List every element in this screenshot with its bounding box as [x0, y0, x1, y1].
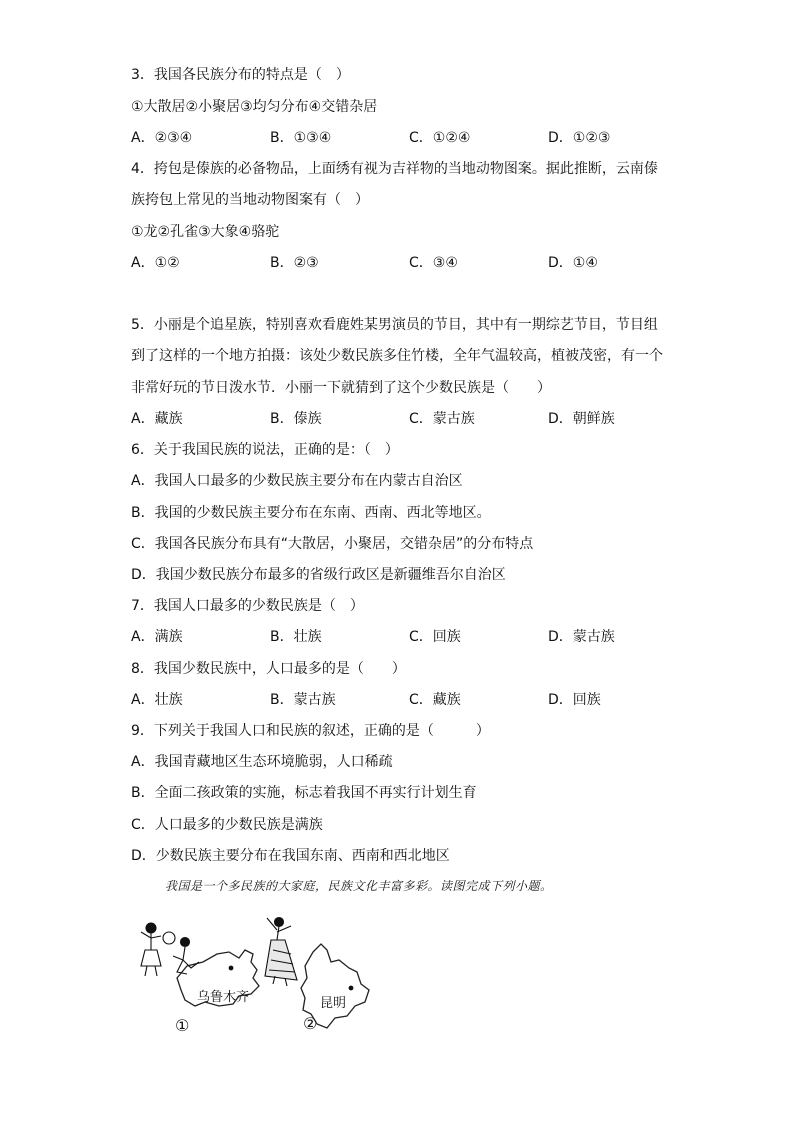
q4-option-d[interactable]: D．①④ [548, 255, 598, 271]
q5-option-a[interactable]: A．藏族 [131, 411, 183, 427]
q3-stem: 3．我国各民族分布的特点是（ ） [131, 67, 350, 83]
q5-options [131, 410, 691, 428]
q9-option-b[interactable]: B．全面二孩政策的实施，标志着我国不再实行计划生育 [131, 785, 477, 801]
q9-stem: 9．下列关于我国人口和民族的叙述，正确的是（ ） [131, 723, 490, 739]
q9-option-a[interactable]: A．我国青藏地区生态环境脆弱，人口稀疏 [131, 754, 393, 770]
q8-option-d[interactable]: D．回族 [548, 692, 601, 708]
uyghur-dancers-icon [141, 923, 199, 976]
q8-stem: 8．我国少数民族中，人口最多的是（ ） [131, 661, 406, 677]
q8-options [131, 691, 691, 709]
q4-options [131, 254, 691, 272]
q4-items: ①龙②孔雀③大象④骆驼 [131, 224, 280, 240]
q6-option-c[interactable]: C．我国各民族分布具有“大散居，小聚居，交错杂居”的分布特点 [131, 536, 534, 552]
q5-stem-line-1: 5．小丽是个追星族，特别喜欢看鹿姓某男演员的节目，其中有一期综艺节目，节目组 [131, 317, 658, 333]
q5-stem-line-2: 到了这样的一个地方拍摄：该处少数民族多住竹楼，全年气温较高，植被茂密，有一个 [131, 348, 663, 364]
kunming-dot [349, 986, 354, 991]
q6-stem: 6．关于我国民族的说法，正确的是：（ ） [131, 442, 399, 458]
q3-options [131, 129, 691, 147]
q7-options [131, 628, 691, 646]
q9-option-d[interactable]: D．少数民族主要分布在我国东南、西南和西北地区 [131, 848, 450, 864]
q4-option-b[interactable]: B．②③ [270, 255, 319, 271]
q4-option-a[interactable]: A．①② [131, 255, 180, 271]
q7-option-c[interactable]: C．回族 [409, 629, 461, 645]
urumqi-label: 乌鲁木齐 [197, 990, 250, 1005]
q8-option-a[interactable]: A．壮族 [131, 692, 183, 708]
q9-option-c[interactable]: C．人口最多的少数民族是满族 [131, 817, 323, 833]
q4-option-c[interactable]: C．③④ [409, 255, 458, 271]
q6-option-a[interactable]: A．我国人口最多的少数民族主要分布在内蒙古自治区 [131, 473, 463, 489]
q6-option-b[interactable]: B．我国的少数民族主要分布在东南、西南、西北等地区。 [131, 505, 491, 521]
q3-option-b[interactable]: B．①③④ [270, 130, 332, 146]
urumqi-dot [229, 966, 234, 971]
q5-option-c[interactable]: C．蒙古族 [409, 411, 475, 427]
kunming-label: 昆明 [320, 996, 347, 1011]
figure-number-2: ② [303, 1014, 318, 1033]
material-intro: 我国是一个多民族的大家庭，民族文化丰富多彩。读图完成下列小题。 [165, 879, 553, 893]
dai-dancer-icon [265, 918, 297, 987]
q4-stem-line-2: 族挎包上常见的当地动物图案有（ ） [131, 192, 369, 208]
ethnic-map-figure [125, 910, 405, 1045]
q3-option-c[interactable]: C．①②④ [409, 130, 471, 146]
q4-stem-line-1: 4．挎包是傣族的必备物品，上面绣有视为吉祥物的当地动物图案。据此推断，云南傣 [131, 161, 658, 177]
q8-option-b[interactable]: B．蒙古族 [270, 692, 336, 708]
q5-option-b[interactable]: B．傣族 [270, 411, 322, 427]
q7-option-a[interactable]: A．满族 [131, 629, 183, 645]
q7-option-d[interactable]: D．蒙古族 [548, 629, 615, 645]
q5-stem-line-3: 非常好玩的节日泼水节．小丽一下就猜到了这个少数民族是（ ） [131, 380, 551, 396]
q8-option-c[interactable]: C．藏族 [409, 692, 461, 708]
q6-option-d[interactable]: D．我国少数民族分布最多的省级行政区是新疆维吾尔自治区 [131, 567, 506, 583]
q7-stem: 7．我国人口最多的少数民族是（ ） [131, 598, 364, 614]
q5-option-d[interactable]: D．朝鲜族 [548, 411, 615, 427]
figure-number-1: ① [175, 1016, 190, 1035]
q7-option-b[interactable]: B．壮族 [270, 629, 322, 645]
q3-option-d[interactable]: D．①②③ [548, 130, 611, 146]
q3-items: ①大散居②小聚居③均匀分布④交错杂居 [131, 99, 378, 115]
figure-drawing [125, 910, 405, 1045]
q3-option-a[interactable]: A．②③④ [131, 130, 193, 146]
